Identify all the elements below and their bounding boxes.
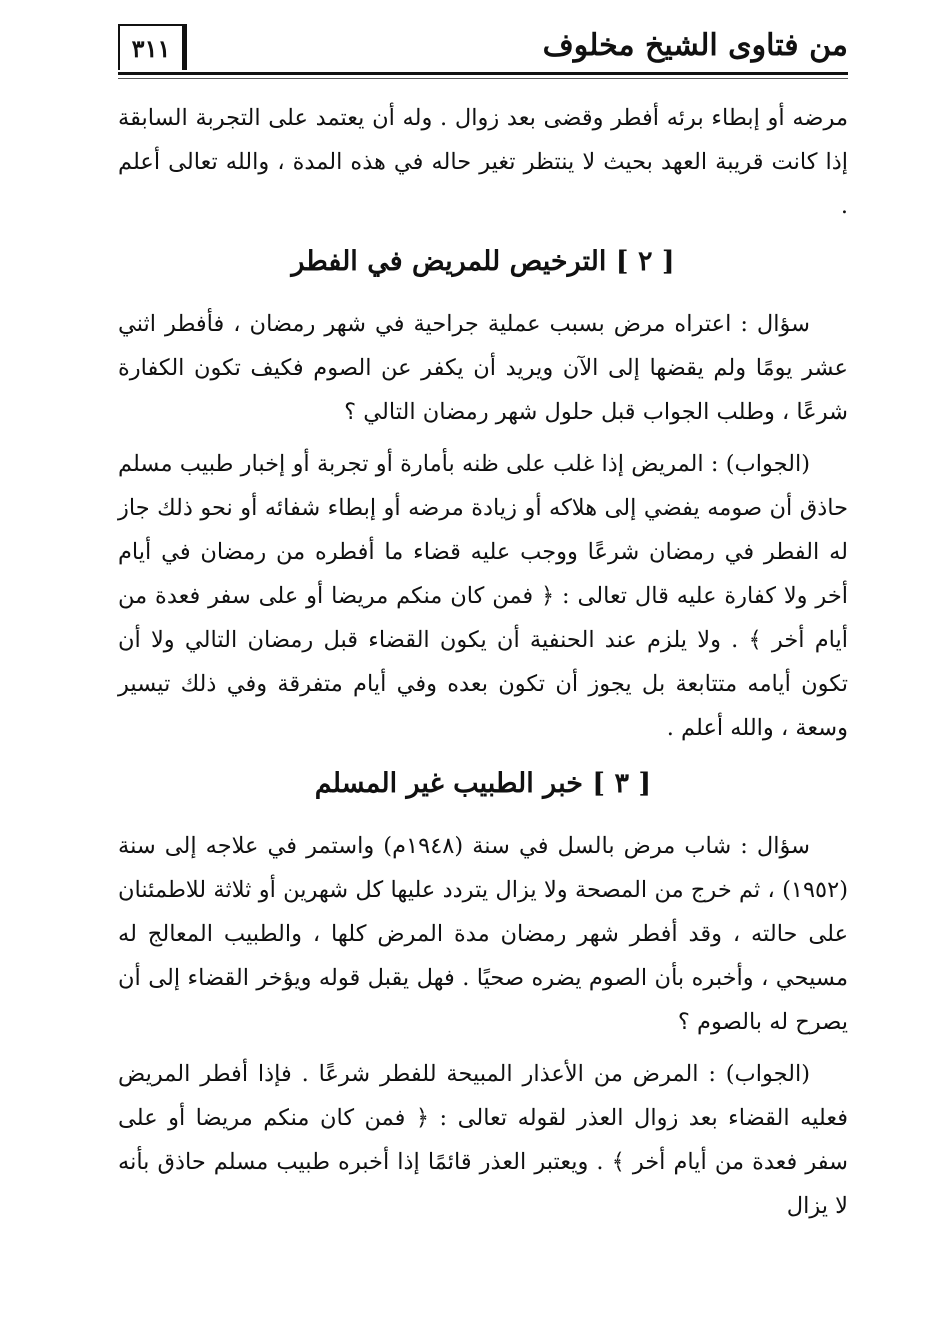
section-heading-2: [ ٢ ] الترخيص للمريض في الفطر xyxy=(291,246,675,277)
header-divider xyxy=(118,78,848,79)
question-3: سؤال : شاب مرض بالسل في سنة (١٩٤٨م) واستمر في علاجه إلى سنة (١٩٥٢) ، ثم خرج من المصحة ولا يزال يتردد عليها كل شهرين أو ثلاثة للاطمئنان على حالته ، وقد أفطر شهر رمضان مدة المرض كلها ، والطبيب المعالج له مسيحي ، وأخبره بأن الصوم يضره صحيًا . فهل يقبل قوله ويؤخر القضاء إلى أن يصرح له بالصوم ؟ xyxy=(118,833,848,1035)
page-body xyxy=(118,96,848,1238)
book-title: من فتاوى الشيخ مخلوف xyxy=(542,28,848,63)
answer-3: (الجواب) : المرض من الأعذار المبيحة للفطر شرعًا . فإذا أفطر المريض فعليه القضاء بعد زوال العذر لقوله تعالى : ﴿ فمن كان منكم مريضا أو على سفر فعدة من أيام أخر ﴾ . ويعتبر العذر قائمًا إذا أخبره طبيب مسلم حاذق بأنه لا يزال xyxy=(118,1061,848,1219)
page-header xyxy=(118,22,848,75)
question-2: سؤال : اعتراه مرض بسبب عملية جراحية في شهر رمضان ، فأفطر اثني عشر يومًا ولم يقضها إلى الآن ويريد أن يكفر عن الصوم فكيف تكون الكفارة شرعًا ، وطلب الجواب قبل حلول شهر رمضان التالي ؟ xyxy=(118,311,848,425)
section-heading-3: [ ٣ ] خبر الطبيب غير المسلم xyxy=(314,768,652,799)
page-number: ٣١١ xyxy=(118,24,184,70)
paragraph-continuation: مرضه أو إبطاء برئه أفطر وقضى بعد زوال . وله أن يعتمد على التجربة السابقة إذا كانت قريبة العهد بحيث لا ينتظر تغير حاله في هذه المدة ، والله تعالى أعلم . xyxy=(118,105,848,219)
answer-2: (الجواب) : المريض إذا غلب على ظنه بأمارة أو تجربة أو إخبار طبيب مسلم حاذق أن صومه يفضي إلى هلاكه أو زيادة مرضه أو إبطاء شفائه أو نحو ذلك جاز له الفطر في رمضان شرعًا ووجب عليه قضاء ما أفطره من رمضان في أيام أخر ولا كفارة عليه قال تعالى : ﴿ فمن كان منكم مريضا أو على سفر فعدة من أيام أخر ﴾ . ولا يلزم عند الحنفية أن يكون القضاء قبل رمضان التالي ولا أن تكون أيامه متتابعة بل يجوز أن تكون بعده وفي أيام متفرقة وفي ذلك تيسير وسعة ، والله أعلم . xyxy=(118,451,848,741)
